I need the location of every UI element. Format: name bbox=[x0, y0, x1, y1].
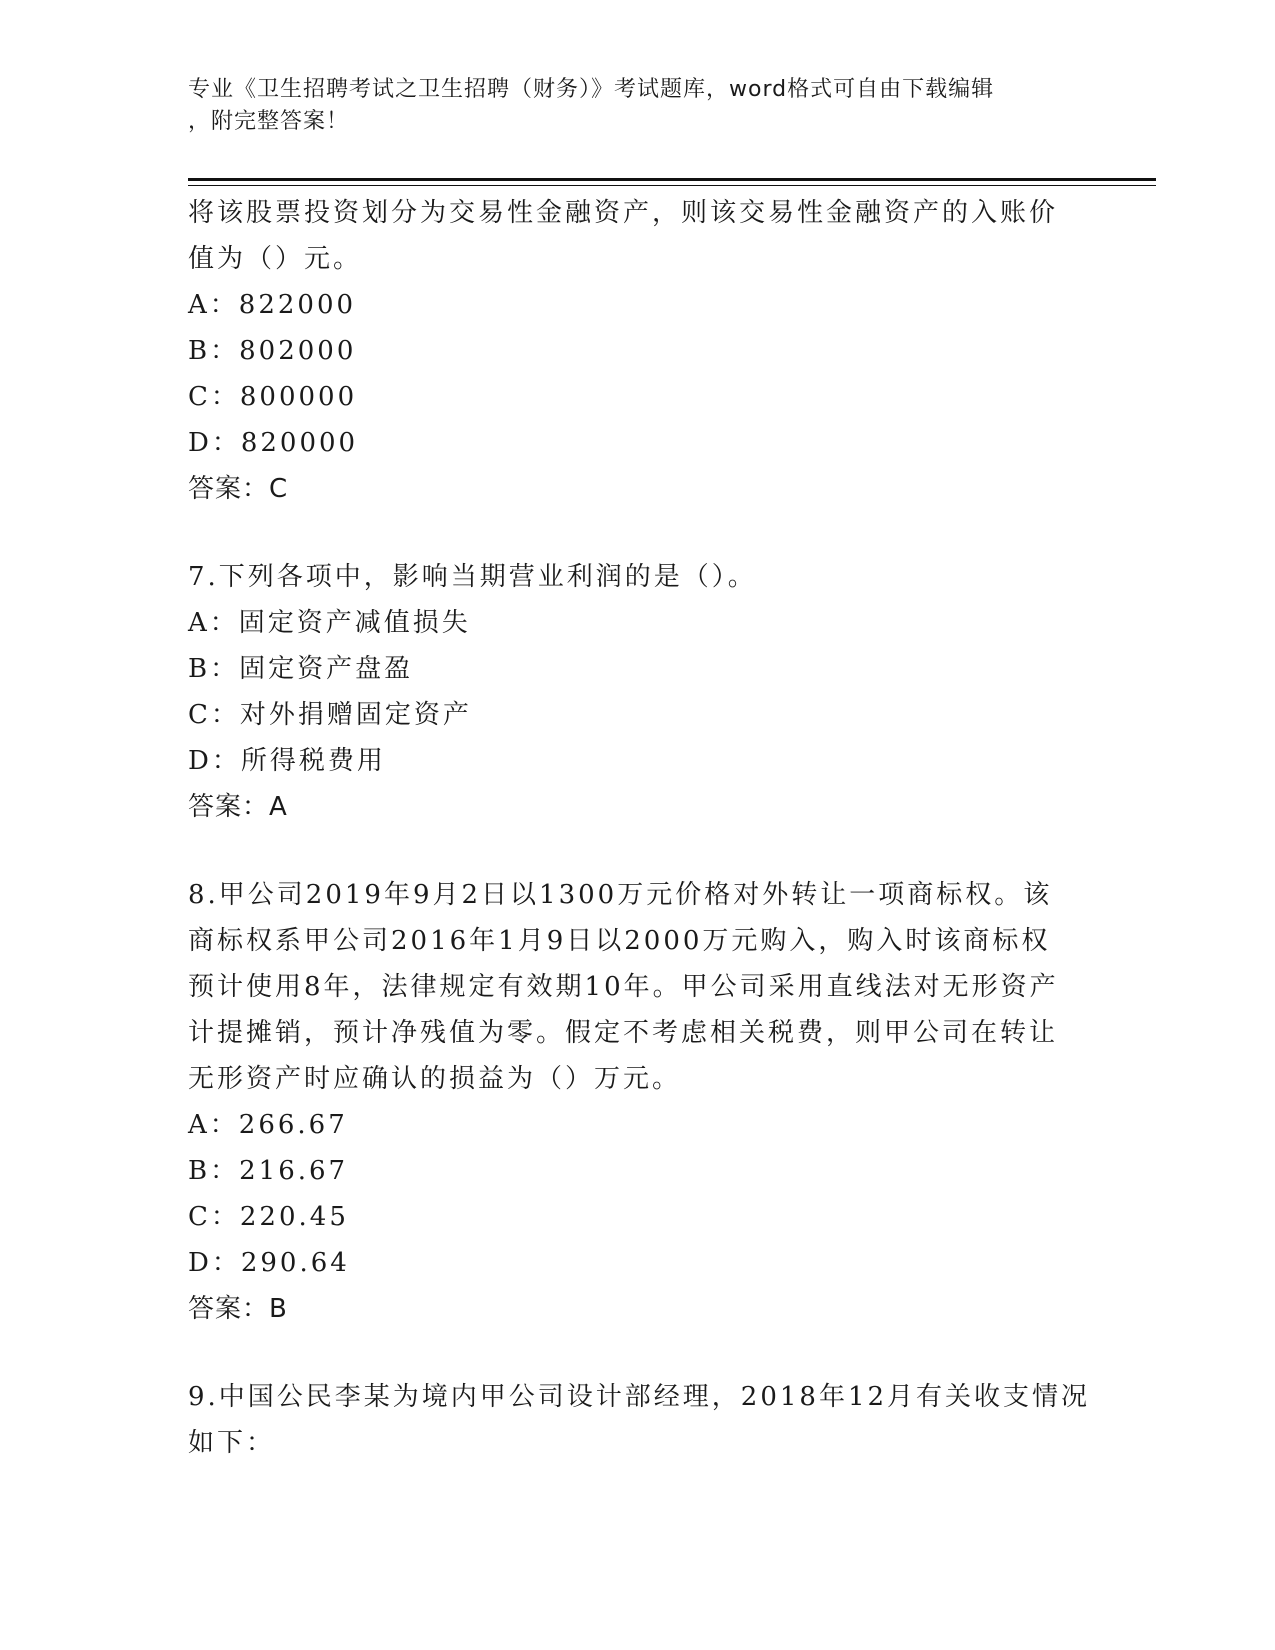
spacer bbox=[188, 512, 1088, 554]
spacer bbox=[188, 830, 1088, 872]
question-stem-line: 将该股票投资划分为交易性金融资产，则该交易性金融资产的入账价 bbox=[188, 198, 1059, 228]
option-c: C：对外捐赠固定资产 bbox=[188, 700, 472, 730]
option-a: A：266.67 bbox=[188, 1110, 348, 1140]
question-9 bbox=[188, 1374, 1091, 1466]
option-b: B：216.67 bbox=[188, 1156, 349, 1186]
answer-line: 答案：A bbox=[188, 792, 288, 822]
question-stem-line: 无形资产时应确认的损益为（）万元。 bbox=[188, 1064, 682, 1094]
question-6 bbox=[188, 190, 1088, 512]
question-8 bbox=[188, 872, 1088, 1332]
question-stem-line: 值为（）元。 bbox=[188, 244, 363, 274]
option-b: B：固定资产盘盈 bbox=[188, 654, 414, 684]
option-d: D：820000 bbox=[188, 428, 359, 458]
answer-line: 答案：C bbox=[188, 474, 289, 504]
option-d: D：290.64 bbox=[188, 1248, 350, 1278]
question-stem-line: 9.中国公民李某为境内甲公司设计部经理，2018年12月有关收支情况 bbox=[188, 1382, 1091, 1412]
option-c: C：220.45 bbox=[188, 1202, 349, 1232]
option-a: A：固定资产减值损失 bbox=[188, 608, 471, 638]
question-stem-line: 计提摊销，预计净残值为零。假定不考虑相关税费，则甲公司在转让 bbox=[188, 1018, 1059, 1048]
option-c: C：800000 bbox=[188, 382, 358, 412]
question-stem-line: 预计使用8年，法律规定有效期10年。甲公司采用直线法对无形资产 bbox=[188, 972, 1059, 1002]
question-stem-line: 商标权系甲公司2016年1月9日以2000万元购入，购入时该商标权 bbox=[188, 926, 1051, 956]
question-list bbox=[188, 190, 1091, 1466]
answer-line: 答案：B bbox=[188, 1294, 288, 1324]
header-rule-thick bbox=[188, 178, 1156, 181]
document-header bbox=[188, 74, 1068, 138]
header-line-1: 专业《卫生招聘考试之卫生招聘（财务）》考试题库，word格式可自由下载编辑 bbox=[188, 77, 995, 102]
question-stem-line: 如下： bbox=[188, 1428, 276, 1458]
question-stem-line: 7.下列各项中，影响当期营业利润的是（）。 bbox=[188, 562, 757, 592]
question-stem-line: 8.甲公司2019年9月2日以1300万元价格对外转让一项商标权。该 bbox=[188, 880, 1053, 910]
option-b: B：802000 bbox=[188, 336, 357, 366]
header-line-2: ，附完整答案！ bbox=[188, 109, 350, 134]
option-a: A：822000 bbox=[188, 290, 357, 320]
header-rule-thin bbox=[188, 185, 1156, 186]
spacer bbox=[188, 1332, 1088, 1374]
option-d: D：所得税费用 bbox=[188, 746, 386, 776]
question-7 bbox=[188, 554, 1088, 830]
